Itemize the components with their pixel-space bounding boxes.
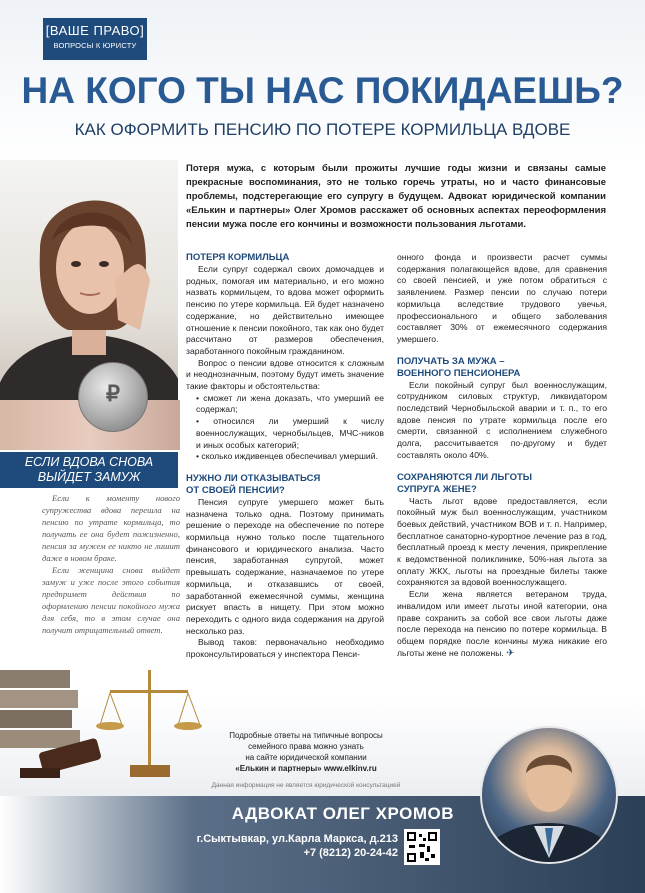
lawyer-illustration [482,728,616,862]
address: г.Сыктывкар, ул.Карла Маркса, д.213 [196,833,398,845]
sidebar-heading-line1: ЕСЛИ ВДОВА СНОВА [24,455,154,469]
footer-website-link[interactable]: «Елькин и партнеры» www.elkinv.ru [235,764,377,773]
paragraph: Если покойный супруг был военнослужащим, сотрудником силовых структур, ликвидатором последствий Чернобыльской аварии и т. п., то его вдове пенсия по утрате кормильца после его смерти, связанной с исполнением служебного долга, рассчитывается по-другому и будет составлять около 40%. [397,379,607,460]
coin-symbol: ₽ [106,381,120,406]
lead-paragraph: Потеря мужа, с которым были прожиты лучшие годы жизни и связаны самые прекрасные воспоминания, это не только горечь утраты, но и часто финансовые проблемы, подстерегающие его супругу в будущем. Адвокат юридической компании «Елькин и партнеры» Олег Хромов расскажет об основных аспектах переоформления пенсии мужа после его кончины и возможности пользования льготами. [186,163,606,230]
paragraph: Вывод таков: первоначально необходимо проконсультироваться у инспектора Пенси- [186,637,384,660]
footer-note-line: семейного права можно узнать [248,742,364,751]
sidebar-text [42,492,180,636]
contact-block [178,832,398,860]
section-heading [186,473,384,497]
section-heading [397,356,607,380]
sidebar-heading-line2: ВЫЙДЕТ ЗАМУЖ [37,470,141,484]
paragraph: Пенсия супруге умершего может быть назначена только одна. Поэтому принимать решение о переходе на обеспечение по потере кормильца нужно только после тщательного финансового и юридического анализа. Часто пенсия, заработанная супругой, может превышать содержание, назначаемое по утере кормильца, и отказавшись от своей, заработанной ежемесячной суммы, женщина рискует впасть в нищету. При этом можно переходить с одного вида содержания на другой несколько раз. [186,496,384,636]
disclaimer: Данная информация не является юридической консультацией [211,782,401,789]
airplane-end-icon: ✈ [506,647,515,659]
paragraph: онного фонда и произвести расчет суммы содержания полагающейся вдове, для сравнения со своей пенсией, и уже потом обратиться с заявлением. Размер пенсии по случаю потери кормильца вследствие трудового увечья, профессионального и общего заболевания составляет 30% от ежемесячного содержания умершего. [397,252,607,344]
footer-note [186,730,426,774]
phone: +7 (8212) 20-24-42 [303,847,398,859]
paragraph: Часть льгот вдове предоставляется, если покойный муж был военнослужащим, участником боевых действий, участником ВОВ и т. п. Например, бесплатное санаторно-курортное лечение раз в год, бесплатный проезд к месту лечения, прикрепление к ведомственной поликлинике, 50%-ная льгота за оплату ЖКХ, льготы на проездные билеты также сохраняются за вдовой военнослужащего. [397,495,607,588]
section-heading-line2: СУПРУГА ЖЕНЕ? [397,483,477,495]
rubric-tag [43,18,147,60]
article-column-1 [186,252,384,661]
section-heading-line2: ВОЕННОГО ПЕНСИОНЕРА [397,367,521,379]
sidebar-paragraph: Если к моменту нового супружества вдова перешла на пенсию по утрате кормильца, то получать ее она будет пожизненно, пенсия за мужем ее никто не лишит даже в новом браке. [42,493,180,563]
article-subtitle: КАК ОФОРМИТЬ ПЕНСИЮ ПО ПОТЕРЕ КОРМИЛЬЦА ВДОВЕ [74,120,571,139]
article-column-2 [397,252,607,659]
rubric-title: [ВАШЕ ПРАВО] [45,23,145,38]
lawyer-name: АДВОКАТ ОЛЕГ ХРОМОВ [231,804,454,823]
paragraph: Вопрос о пенсии вдове относится к сложным и неоднозначным, поэтому будут иметь значение такие факторы и обстоятельства: [186,357,384,392]
section-heading-line2: ОТ СВОЕЙ ПЕНСИИ? [186,484,285,496]
factors-list [186,393,384,463]
list-item: • относился ли умерший к числу военнослужащих, чернобыльцев, МЧС-ников и иных особых категорий; [196,416,384,451]
rubric-subtitle: ВОПРОСЫ К ЮРИСТУ [53,41,137,50]
qr-code-icon[interactable] [404,829,440,865]
footer-note-line: Подробные ответы на типичные вопросы [229,731,383,740]
section-heading [397,472,607,496]
list-item: • сможет ли жена доказать, что умерший ее содержал; [196,393,384,416]
paragraph-text: Если жена является ветераном труда, инвалидом или имеет льготы иной категории, она праве сохранить за собой все свои льготы даже после перехода на пенсию по потере кормильца. В общем порядке после кончины мужа никакие его льготы жене не положены. [397,589,607,658]
list-item: • сколько иждивенцев обеспечивал умерший. [196,451,384,463]
section-heading: ПОТЕРЯ КОРМИЛЬЦА [186,252,290,263]
sidebar-heading [0,452,178,488]
lawyer-photo [480,726,618,864]
paragraph: Если супруг содержал своих домочадцев и родных, помогая им материально, и его можно назвать кормильцем, то вдова может оформить пенсию по утере кормильца. Ей будет назначено содержание, но действительно имеющее отношение к пенсии покойного, так как оно будет рассчитано от размеров обеспечения, заработанного покойным гражданином. [186,264,384,356]
section-heading-line1: НУЖНО ЛИ ОТКАЗЫВАТЬСЯ [186,472,321,484]
article-title: НА КОГО ТЫ НАС ПОКИДАЕШЬ? [21,70,624,111]
section-heading-line1: ПОЛУЧАТЬ ЗА МУЖА – [397,355,505,367]
sidebar-paragraph: Если женщина снова выйдет замуж и уже после этого события предпримет действия по оформлению пенсии покойного мужа для себя, то в этом случае она получит отрицательный ответ. [42,565,180,635]
paragraph [397,589,607,659]
ruble-coin-icon [78,362,148,432]
footer-note-line: на сайте юридической компании [245,753,367,762]
section-heading-line1: СОХРАНЯЮТСЯ ЛИ ЛЬГОТЫ [397,471,533,483]
